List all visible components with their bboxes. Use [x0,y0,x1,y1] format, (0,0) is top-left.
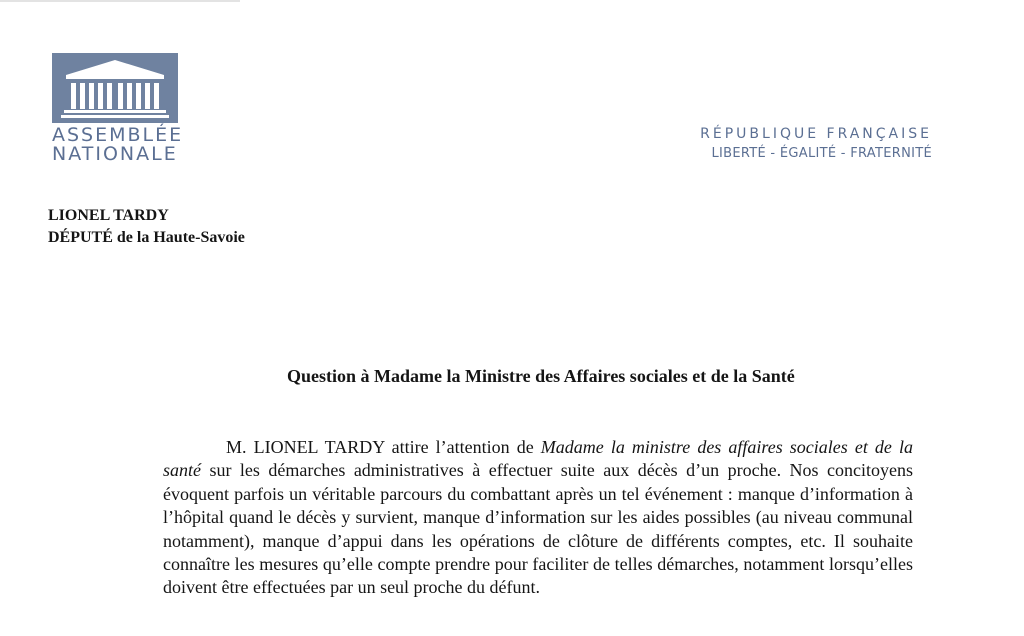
assembly-name-line-1: ASSEMBLÉE [52,124,184,146]
sender-title: DÉPUTÉ de la Haute-Savoie [48,229,245,246]
assembly-name [52,126,192,164]
republic-name: RÉPUBLIQUE FRANÇAISE [700,126,932,142]
question-title: Question à Madame la Ministre des Affaires sociales et de la Santé [287,366,795,386]
sender-block [48,205,245,249]
question-body [163,436,913,600]
question-text-2: sur les démarches administratives à effectuer suite aux décès d’un proche. Nos concitoyens évoquent parfois un véritable parcours du combattant après un tel événement : manque d’information à l’hôpital quand le décès y survient, manque d’information sur les aides possibles (au niveau communal notamment), manque d’appui dans les opérations de clôture de différents comptes, etc. Il souhaite connaître les mesures qu’elle compte prendre pour faciliter de telles démarches, notamment lorsqu’elles doivent être effectuées par un seul proche du défunt. [163,460,913,598]
assembly-name-line-2: NATIONALE [52,143,178,165]
question-recipient: Madame la ministre des affaires sociales et de la santé [163,437,913,481]
republic-motto: LIBERTÉ - ÉGALITÉ - FRATERNITÉ [711,146,932,161]
assemblee-nationale-building-icon [52,53,178,123]
republic-header [700,124,932,164]
sender-name: LIONEL TARDY [48,207,169,224]
question-text-1: attire l’attention de [384,437,541,457]
scan-edge-line [0,0,240,2]
question-author: M. LIONEL TARDY [226,437,385,457]
